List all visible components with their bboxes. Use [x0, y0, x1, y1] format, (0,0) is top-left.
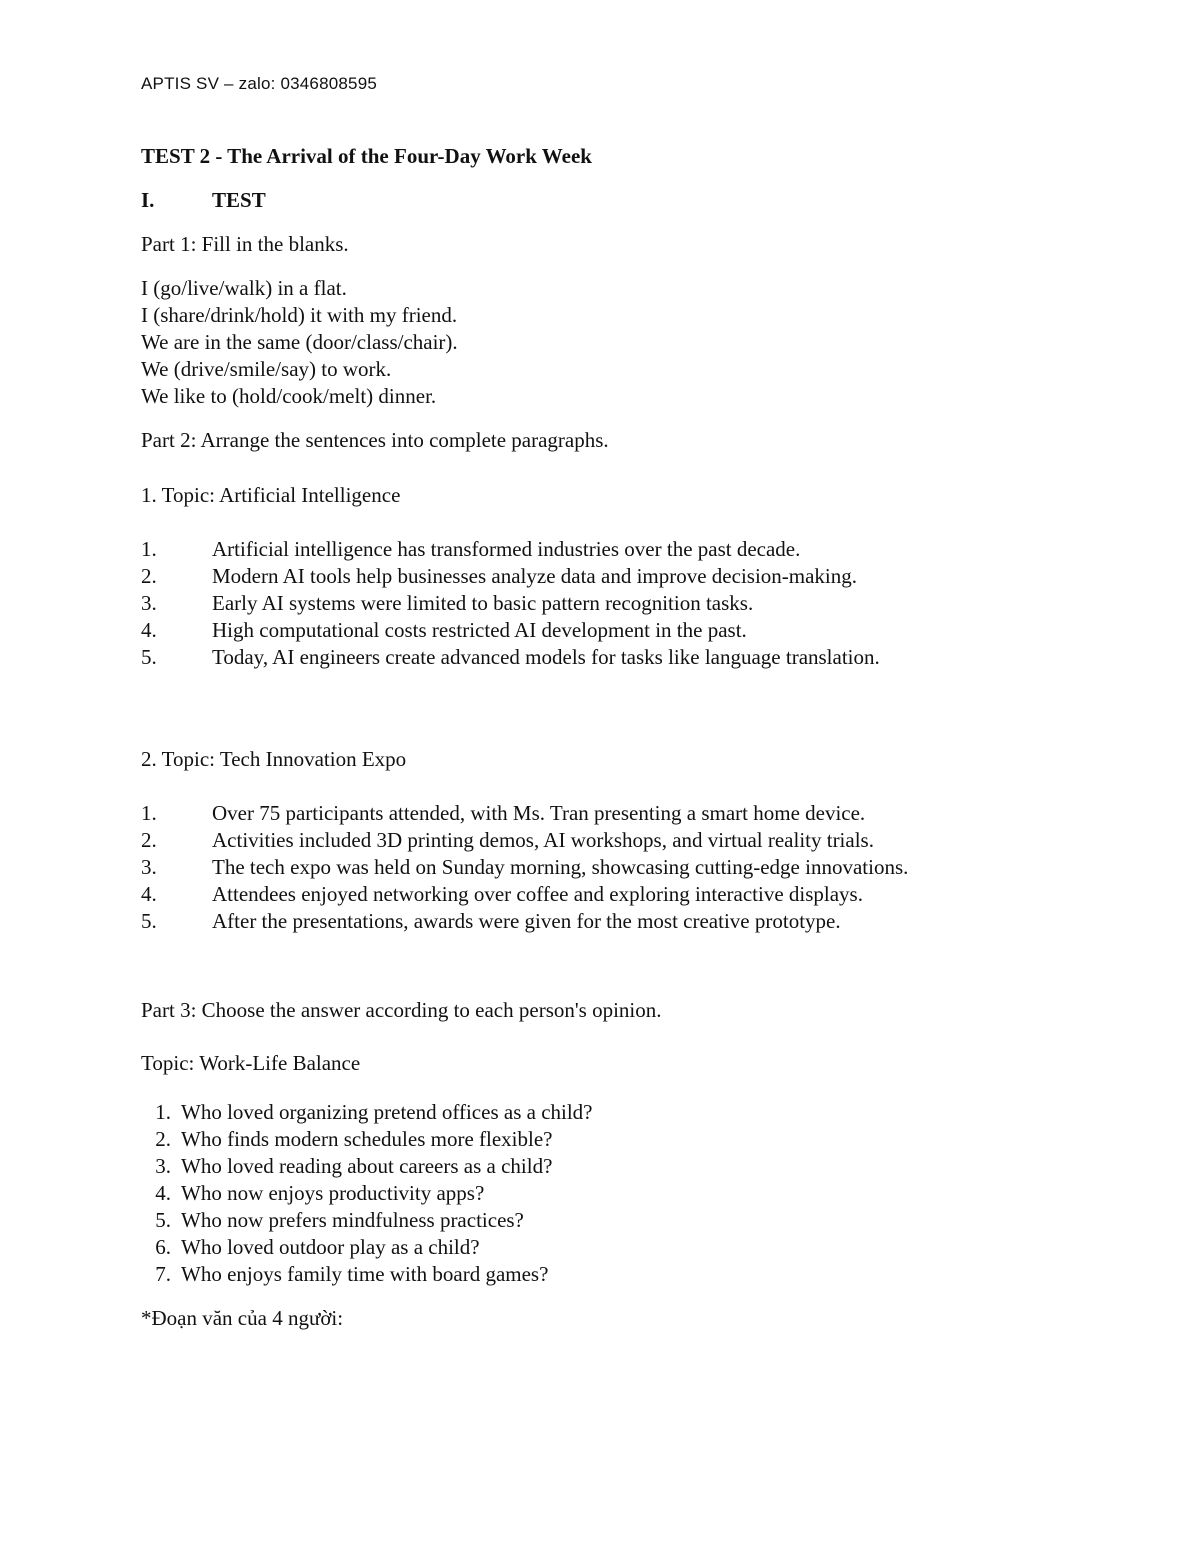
item-text: Activities included 3D printing demos, AI workshops, and virtual reality trials. — [212, 828, 874, 852]
part3-question-list — [141, 1099, 1081, 1288]
list-item — [141, 827, 1081, 854]
item-number: 4. — [141, 618, 157, 642]
question-item — [141, 1126, 1081, 1153]
question-item — [141, 1180, 1081, 1207]
part2-topic2-list — [141, 800, 1081, 935]
item-number: 5. — [141, 909, 157, 933]
part1-sentence: We like to (hold/cook/melt) dinner. — [141, 384, 437, 408]
question-number: 5. — [155, 1208, 171, 1232]
question-number: 3. — [155, 1154, 171, 1178]
list-item — [141, 590, 1081, 617]
part1-sentence: I (share/drink/hold) it with my friend. — [141, 303, 458, 327]
item-text: The tech expo was held on Sunday morning, showcasing cutting-edge innovations. — [212, 855, 909, 879]
part2-topic-heading: 1. Topic: Artificial Intelligence — [141, 483, 401, 507]
footer-note: *Đoạn văn của 4 người: — [141, 1306, 344, 1330]
list-item — [141, 800, 1081, 827]
item-number: 5. — [141, 645, 157, 669]
item-text: High computational costs restricted AI development in the past. — [212, 618, 747, 642]
item-text: Over 75 participants attended, with Ms. Tran presenting a smart home device. — [212, 801, 866, 825]
item-text: Today, AI engineers create advanced models for tasks like language translation. — [212, 645, 880, 669]
section-label: TEST — [212, 188, 266, 212]
list-item — [141, 617, 1081, 644]
page-header: APTIS SV – zalo: 0346808595 — [141, 74, 378, 93]
item-text: Artificial intelligence has transformed industries over the past decade. — [212, 537, 801, 561]
list-item — [141, 908, 1081, 935]
question-item — [141, 1234, 1081, 1261]
part1-title: Part 1: Fill in the blanks. — [141, 232, 349, 256]
item-number: 2. — [141, 828, 157, 852]
part2-topic1-list — [141, 536, 1081, 671]
question-number: 2. — [155, 1127, 171, 1151]
list-item — [141, 854, 1081, 881]
question-item — [141, 1099, 1081, 1126]
part3-title: Part 3: Choose the answer according to each person's opinion. — [141, 998, 662, 1022]
question-text: Who now prefers mindfulness practices? — [181, 1208, 524, 1232]
list-item — [141, 644, 1081, 671]
part3-topic: Topic: Work-Life Balance — [141, 1051, 361, 1075]
question-item — [141, 1261, 1081, 1288]
part1-sentences — [141, 275, 1081, 410]
part2-title: Part 2: Arrange the sentences into complete paragraphs. — [141, 428, 609, 452]
question-number: 1. — [155, 1100, 171, 1124]
question-text: Who now enjoys productivity apps? — [181, 1181, 485, 1205]
item-number: 4. — [141, 882, 157, 906]
question-item — [141, 1207, 1081, 1234]
list-item — [141, 881, 1081, 908]
item-text: Early AI systems were limited to basic pattern recognition tasks. — [212, 591, 754, 615]
question-number: 6. — [155, 1235, 171, 1259]
question-text: Who enjoys family time with board games? — [181, 1262, 549, 1286]
section-number: I. — [141, 188, 155, 212]
item-number: 2. — [141, 564, 157, 588]
test-title: TEST 2 - The Arrival of the Four-Day Work Week — [141, 144, 592, 168]
section-heading — [141, 187, 1081, 214]
part2-topic-heading: 2. Topic: Tech Innovation Expo — [141, 747, 407, 771]
document-content — [141, 143, 1081, 1332]
spacer — [141, 671, 1081, 746]
part1-sentence: We are in the same (door/class/chair). — [141, 330, 458, 354]
spacer — [141, 935, 1081, 997]
item-number: 3. — [141, 855, 157, 879]
list-item — [141, 536, 1081, 563]
question-text: Who loved reading about careers as a child? — [181, 1154, 553, 1178]
item-number: 1. — [141, 537, 157, 561]
part1-sentence: We (drive/smile/say) to work. — [141, 357, 392, 381]
item-number: 3. — [141, 591, 157, 615]
part1-sentence: I (go/live/walk) in a flat. — [141, 276, 347, 300]
item-text: Modern AI tools help businesses analyze data and improve decision-making. — [212, 564, 858, 588]
question-text: Who loved outdoor play as a child? — [181, 1235, 480, 1259]
question-number: 4. — [155, 1181, 171, 1205]
item-text: Attendees enjoyed networking over coffee and exploring interactive displays. — [212, 882, 863, 906]
question-number: 7. — [155, 1262, 171, 1286]
question-text: Who finds modern schedules more flexible? — [181, 1127, 553, 1151]
question-text: Who loved organizing pretend offices as a child? — [181, 1100, 593, 1124]
item-text: After the presentations, awards were given for the most creative prototype. — [212, 909, 841, 933]
item-number: 1. — [141, 801, 157, 825]
list-item — [141, 563, 1081, 590]
question-item — [141, 1153, 1081, 1180]
